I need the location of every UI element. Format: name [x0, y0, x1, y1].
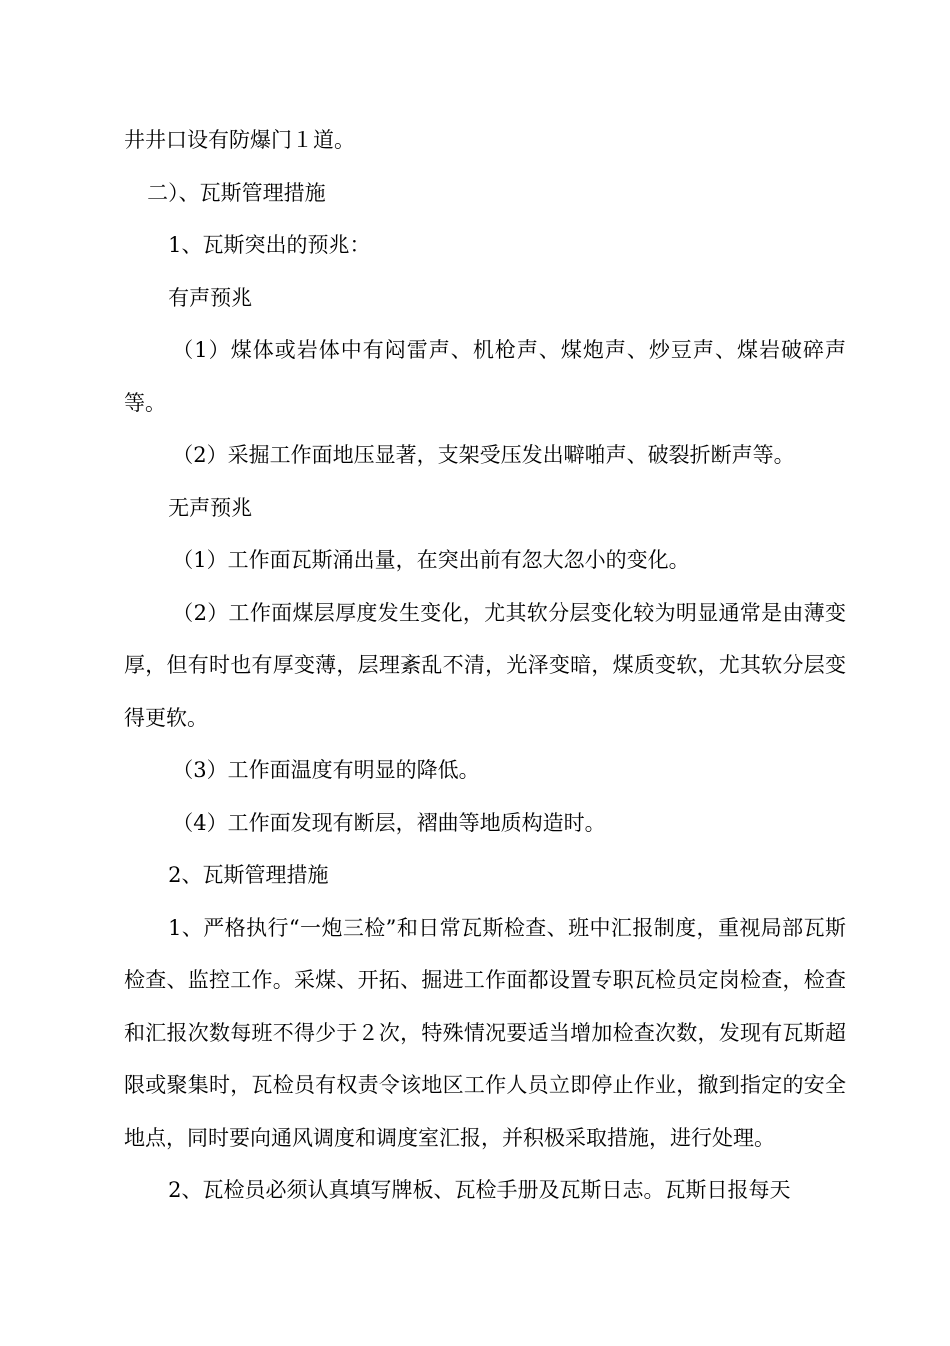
- document-body: [124, 114, 846, 1217]
- list-item: （3）工作面温度有明显的降低。: [172, 758, 480, 782]
- body-paragraph: 2、瓦检员必须认真填写牌板、瓦检手册及瓦斯日志。瓦斯日报每天: [168, 1178, 791, 1202]
- category-heading: 有声预兆: [168, 285, 253, 310]
- subsection-heading: 1、瓦斯突出的预兆：: [168, 233, 371, 257]
- list-item: （4）工作面发现有断层，褶曲等地质构造时。: [172, 810, 606, 835]
- paragraph-continuation: 井井口设有防爆门１道。: [124, 128, 355, 152]
- list-item: （1）煤体或岩体中有闷雷声、机枪声、煤炮声、炒豆声、煤岩破碎声等。: [124, 338, 846, 415]
- list-item: （2）工作面煤层厚度发生变化，尤其软分层变化较为明显通常是由薄变厚，但有时也有厚变薄，层理紊乱不清，光泽变暗，煤质变软，尤其软分层变得更软。: [124, 600, 846, 730]
- subsection-heading: 2、瓦斯管理措施: [168, 863, 329, 887]
- list-item: （1）工作面瓦斯涌出量，在突出前有忽大忽小的变化。: [172, 548, 690, 572]
- list-item: （2）采掘工作面地压显著，支架受压发出噼啪声、破裂折断声等。: [172, 443, 795, 467]
- section-heading: 二）、瓦斯管理措施: [147, 180, 326, 205]
- category-heading: 无声预兆: [168, 495, 253, 520]
- body-paragraph: 1、严格执行“一炮三检”和日常瓦斯检查、班中汇报制度，重视局部瓦斯检查、监控工作。采煤、开拓、掘进工作面都设置专职瓦检员定岗检查，检查和汇报次数每班不得少于２次，特殊情况要适当增加检查次数，发现有瓦斯超限或聚集时，瓦检员有权责令该地区工作人员立即停止作业，撤到指定的安全地点，同时要向通风调度和调度室汇报，并积极采取措施，进行处理。: [124, 915, 846, 1150]
